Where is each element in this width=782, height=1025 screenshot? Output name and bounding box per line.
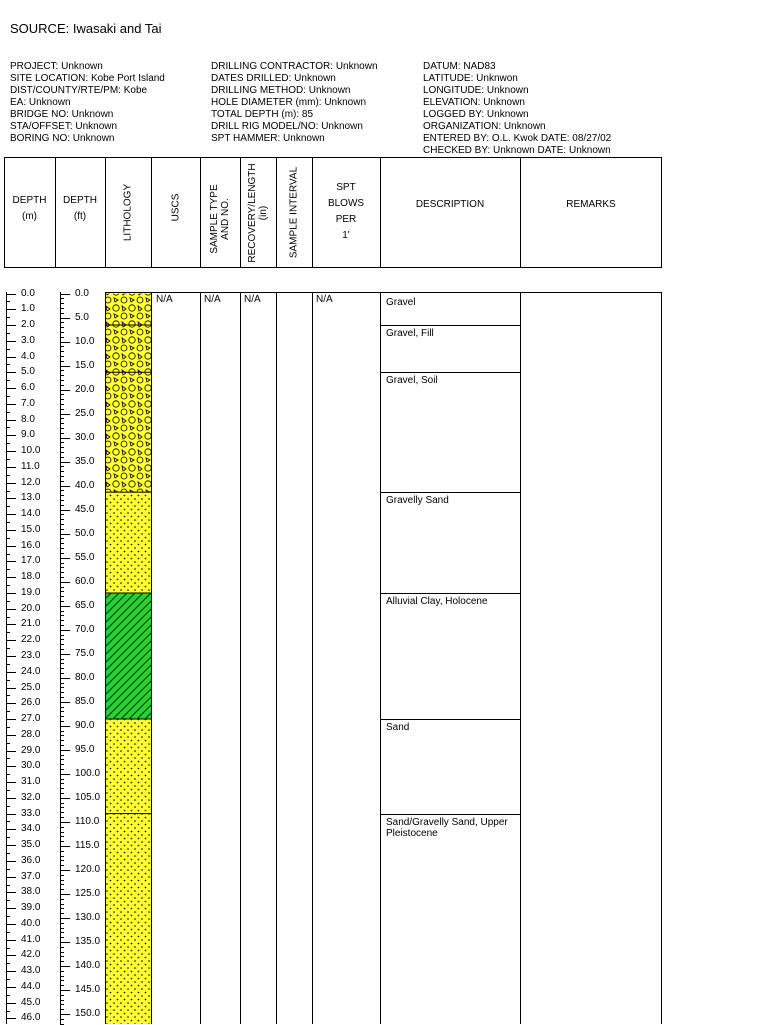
- depth-m-label: 20.0: [21, 603, 41, 614]
- layer-description: Sand/Gravelly Sand, Upper Pleistocene: [386, 817, 508, 839]
- depth-ft-label: 70.0: [75, 624, 95, 635]
- depth-m-label: 9.0: [21, 429, 35, 440]
- header-right-line: ENTERED BY: O.L. Kwok DATE: 08/27/02: [423, 133, 612, 144]
- depth-m-label: 21.0: [21, 618, 41, 629]
- lithology-layer-gravel: [106, 325, 151, 372]
- depth-m-label: 38.0: [21, 886, 41, 897]
- depth-m-label: 1.0: [21, 303, 35, 314]
- depth-m-label: 14.0: [21, 508, 41, 519]
- depth-ft-label: 25.0: [75, 408, 95, 419]
- col-lithology: LITHOLOGY: [122, 183, 134, 242]
- depth-m-label: 39.0: [21, 902, 41, 913]
- depth-m-label: 19.0: [21, 587, 41, 598]
- header-right-line: DATUM: NAD83: [423, 61, 496, 72]
- sample-type-value: N/A: [204, 294, 221, 305]
- header-mid-line: SPT HAMMER: Unknown: [211, 133, 325, 144]
- col-description: DESCRIPTION: [415, 199, 485, 210]
- layer-description: Gravel, Soil: [386, 375, 438, 386]
- depth-m-label: 30.0: [21, 760, 41, 771]
- spt-value: N/A: [316, 294, 333, 305]
- col-sample-interval: SAMPLE INTERVAL: [288, 166, 300, 259]
- source-line: SOURCE: Iwasaki and Tai: [10, 21, 162, 36]
- description-boundary: [380, 372, 521, 373]
- depth-m-label: 34.0: [21, 823, 41, 834]
- depth-ft-label: 85.0: [75, 696, 95, 707]
- depth-m-label: 16.0: [21, 540, 41, 551]
- depth-ft-label: 135.0: [75, 936, 101, 947]
- depth-m-label: 40.0: [21, 918, 41, 929]
- col-recovery: RECOVERY/LENGTH (in): [247, 163, 269, 263]
- layer-description: Sand: [386, 722, 410, 733]
- header-left-line: STA/OFFSET: Unknown: [10, 121, 118, 132]
- depth-m-label: 18.0: [21, 571, 41, 582]
- depth-m-label: 7.0: [21, 398, 35, 409]
- lithology-layer-clay: [106, 593, 151, 719]
- description-boundary: [380, 814, 521, 815]
- depth-ft-label: 90.0: [75, 720, 95, 731]
- depth-m-label: 28.0: [21, 729, 41, 740]
- lithology-layer-sand: [106, 719, 151, 814]
- header-right-line: LONGITUDE: Unknown: [423, 85, 529, 96]
- depth-m-label: 13.0: [21, 492, 41, 503]
- depth-ft-label: 60.0: [75, 576, 95, 587]
- header-mid-line: TOTAL DEPTH (m): 85: [211, 109, 314, 120]
- depth-ft-label: 95.0: [75, 744, 95, 755]
- lithology-layer-sand: [106, 814, 151, 1024]
- depth-ft-label: 30.0: [75, 432, 95, 443]
- depth-ft-label: 5.0: [75, 312, 89, 323]
- depth-m-label: 8.0: [21, 414, 35, 425]
- header-right-line: LATITUDE: Unknwon: [423, 73, 518, 84]
- depth-ft-label: 110.0: [75, 816, 100, 827]
- depth-m-label: 46.0: [21, 1012, 41, 1023]
- depth-ft-label: 45.0: [75, 504, 95, 515]
- depth-m-label: 32.0: [21, 792, 41, 803]
- depth-ft-label: 20.0: [75, 384, 95, 395]
- header-right-line: CHECKED BY: Unknown DATE: Unknown: [423, 145, 611, 156]
- col-uscs: USCS: [170, 193, 182, 222]
- depth-ft-label: 115.0: [75, 840, 100, 851]
- depth-m-label: 5.0: [21, 366, 35, 377]
- depth-m-label: 4.0: [21, 351, 35, 362]
- header-mid-line: DRILLING METHOD: Unknown: [211, 85, 351, 96]
- col-remarks: REMARKS: [566, 199, 616, 210]
- description-boundary: [380, 325, 521, 326]
- depth-ft-label: 75.0: [75, 648, 95, 659]
- depth-m-label: 43.0: [21, 965, 41, 976]
- depth-ft-label: 130.0: [75, 912, 101, 923]
- depth-m-label: 37.0: [21, 871, 41, 882]
- depth-m-label: 27.0: [21, 713, 41, 724]
- depth-m-label: 11.0: [21, 461, 40, 472]
- depth-m-label: 24.0: [21, 666, 41, 677]
- header-left-line: BRIDGE NO: Unknown: [10, 109, 114, 120]
- depth-ft-label: 125.0: [75, 888, 101, 899]
- lithology-layer-gravel: [106, 294, 151, 326]
- depth-m-label: 25.0: [21, 682, 41, 693]
- lithology-layer-sand: [106, 492, 151, 593]
- header-left-line: SITE LOCATION: Kobe Port Island: [10, 73, 165, 84]
- depth-m-label: 0.0: [21, 288, 35, 299]
- layer-description: Gravel: [386, 297, 416, 308]
- col-depth-ft: DEPTH (ft): [63, 195, 97, 222]
- depth-ft-label: 65.0: [75, 600, 95, 611]
- depth-m-label: 35.0: [21, 839, 41, 850]
- layer-description: Gravel, Fill: [386, 328, 434, 339]
- depth-m-label: 15.0: [21, 524, 41, 535]
- col-depth-m: DEPTH (m): [12, 195, 47, 222]
- header-mid-line: DRILL RIG MODEL/NO: Unknown: [211, 121, 363, 132]
- depth-m-label: 31.0: [21, 776, 41, 787]
- depth-ft-label: 105.0: [75, 792, 101, 803]
- depth-m-label: 22.0: [21, 634, 41, 645]
- depth-ft-label: 40.0: [75, 480, 95, 491]
- depth-m-label: 23.0: [21, 650, 41, 661]
- depth-m-label: 6.0: [21, 382, 35, 393]
- depth-ft-label: 100.0: [75, 768, 101, 779]
- depth-m-label: 17.0: [21, 555, 41, 566]
- depth-ft-label: 80.0: [75, 672, 95, 683]
- depth-ft-label: 145.0: [75, 984, 101, 995]
- header-right-line: LOGGED BY: Unknown: [423, 109, 529, 120]
- lithology-layer-gravel: [106, 372, 151, 492]
- header-left-line: PROJECT: Unknown: [10, 61, 103, 72]
- depth-ft-label: 55.0: [75, 552, 95, 563]
- header-left-line: BORING NO: Unknown: [10, 133, 115, 144]
- depth-m-label: 44.0: [21, 981, 41, 992]
- uscs-value: N/A: [156, 294, 173, 305]
- depth-m-label: 29.0: [21, 745, 41, 756]
- depth-m-label: 26.0: [21, 697, 41, 708]
- header-left-line: EA: Unknown: [10, 97, 71, 108]
- depth-ft-label: 10.0: [75, 336, 95, 347]
- depth-m-label: 3.0: [21, 335, 35, 346]
- layer-description: Alluvial Clay, Holocene: [386, 596, 488, 607]
- header-right-line: ELEVATION: Unknown: [423, 97, 525, 108]
- recovery-value: N/A: [244, 294, 261, 305]
- depth-ft-label: 0.0: [75, 288, 89, 299]
- depth-m-label: 36.0: [21, 855, 41, 866]
- layer-description: Gravelly Sand: [386, 495, 449, 506]
- depth-ft-label: 35.0: [75, 456, 95, 467]
- description-boundary: [380, 719, 521, 720]
- depth-ft-label: 140.0: [75, 960, 101, 971]
- header-left-line: DIST/COUNTY/RTE/PM: Kobe: [10, 85, 148, 96]
- depth-m-label: 2.0: [21, 319, 35, 330]
- col-spt: SPT BLOWS PER 1': [327, 182, 365, 241]
- header-mid-line: DRILLING CONTRACTOR: Unknown: [211, 61, 378, 72]
- depth-ft-label: 120.0: [75, 864, 101, 875]
- header-mid-line: DATES DRILLED: Unknown: [211, 73, 336, 84]
- header-mid-line: HOLE DIAMETER (mm): Unknown: [211, 97, 367, 108]
- col-sample-type: SAMPLE TYPE AND NO.: [209, 184, 231, 254]
- depth-ft-label: 150.0: [75, 1008, 101, 1019]
- depth-ft-label: 50.0: [75, 528, 95, 539]
- depth-ft-label: 15.0: [75, 360, 95, 371]
- depth-m-label: 33.0: [21, 808, 41, 819]
- header-right-line: ORGANIZATION: Unknown: [423, 121, 546, 132]
- depth-m-label: 45.0: [21, 997, 41, 1008]
- depth-m-label: 41.0: [21, 934, 41, 945]
- description-boundary: [380, 593, 521, 594]
- description-boundary: [380, 492, 521, 493]
- depth-m-label: 12.0: [21, 477, 41, 488]
- depth-m-label: 10.0: [21, 445, 41, 456]
- depth-m-label: 42.0: [21, 949, 41, 960]
